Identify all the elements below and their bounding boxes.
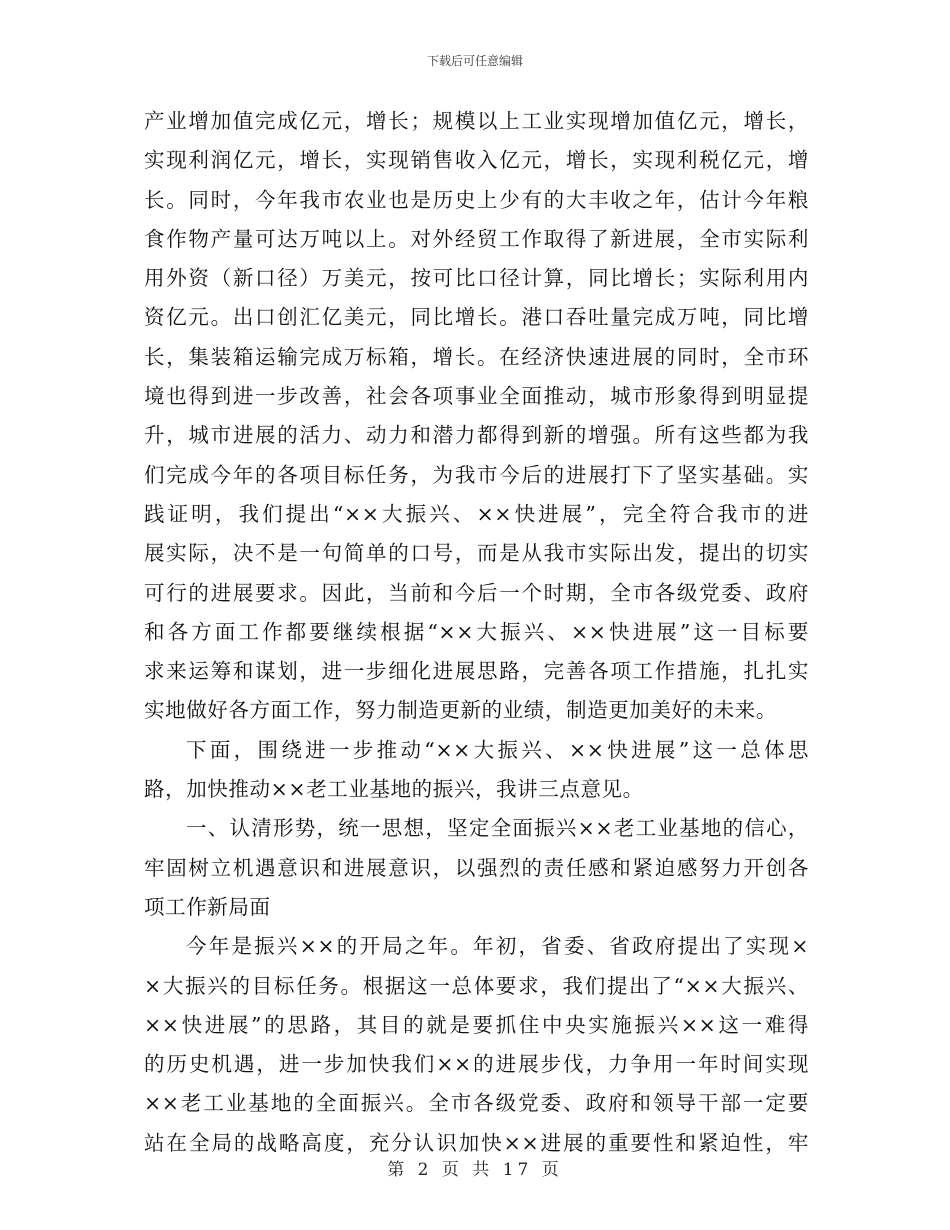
text-line: 和各方面工作都要继续根据“××大振兴、××快进展”这一目标要: [144, 619, 809, 644]
text-line: 们完成今年的各项目标任务，为我市今后的进展打下了坚实基础。实: [144, 462, 809, 487]
section-heading-line: 项工作新局面: [144, 894, 271, 919]
text-line: 可行的进展要求。因此，当前和今后一个时期，全市各级党委、政府: [144, 580, 809, 605]
section-heading-line: 一、认清形势，统一思想，坚定全面振兴××老工业基地的信心，: [186, 816, 809, 841]
text-line: 下面，围绕进一步推动“××大振兴、××快进展”这一总体思: [186, 737, 809, 762]
text-line: 践证明，我们提出“××大振兴、××快进展”，完全符合我市的进: [144, 501, 809, 526]
section-heading-line: 牢固树立机遇意识和进展意识，以强烈的责任感和紧迫感努力开创各: [144, 855, 809, 880]
text-line: 长。同时，今年我市农业也是历史上少有的大丰收之年，估计今年粮: [144, 187, 809, 212]
text-line: 今年是振兴××的开局之年。年初，省委、省政府提出了实现×: [186, 934, 809, 959]
text-line: 求来运筹和谋划，进一步细化进展思路，完善各项工作措施，扎扎实: [144, 659, 809, 684]
text-line: 站在全局的战略高度，充分认识加快××进展的重要性和紧迫性，牢: [144, 1130, 809, 1155]
text-line: ××老工业基地的全面振兴。全市各级党委、政府和领导干部一定要: [144, 1091, 809, 1116]
text-line: 产业增加值完成亿元，增长；规模以上工业实现增加值亿元，增长，: [144, 109, 809, 133]
text-line: 展实际，决不是一句简单的口号，而是从我市实际出发，提出的切实: [144, 541, 809, 566]
text-line: 用外资（新口径）万美元，按可比口径计算，同比增长；实际利用内: [144, 266, 809, 291]
text-line: ×大振兴的目标任务。根据这一总体要求，我们提出了“××大振兴、: [144, 973, 809, 998]
text-line: ××快进展”的思路，其目的就是要抓住中央实施振兴××这一难得: [144, 1012, 809, 1037]
text-line: 路，加快推动××老工业基地的振兴，我讲三点意见。: [144, 777, 644, 802]
text-line: 实地做好各方面工作，努力制造更新的业绩，制造更加美好的未来。: [144, 698, 777, 723]
text-line: 资亿元。出口创汇亿美元，同比增长。港口吞吐量完成万吨，同比增: [144, 305, 809, 330]
text-line: 实现利润亿元，增长，实现销售收入亿元，增长，实现利税亿元，增: [144, 148, 809, 173]
page-number-footer: 第 2 页 共 17 页: [387, 1160, 563, 1180]
page-header-note: 下载后可任意编辑: [426, 54, 523, 68]
text-line: 的历史机遇，进一步加快我们××的进展步伐，力争用一年时间实现: [144, 1052, 809, 1077]
document-body: [144, 102, 809, 1163]
text-line: 升，城市进展的活力、动力和潜力都得到新的增强。所有这些都为我: [144, 423, 809, 448]
text-line: 食作物产量可达万吨以上。对外经贸工作取得了新进展，全市实际利: [144, 226, 809, 251]
text-line: 境也得到进一步改善，社会各项事业全面推动，城市形象得到明显提: [144, 384, 809, 409]
text-line: 长，集装箱运输完成万标箱，增长。在经济快速进展的同时，全市环: [144, 344, 809, 369]
